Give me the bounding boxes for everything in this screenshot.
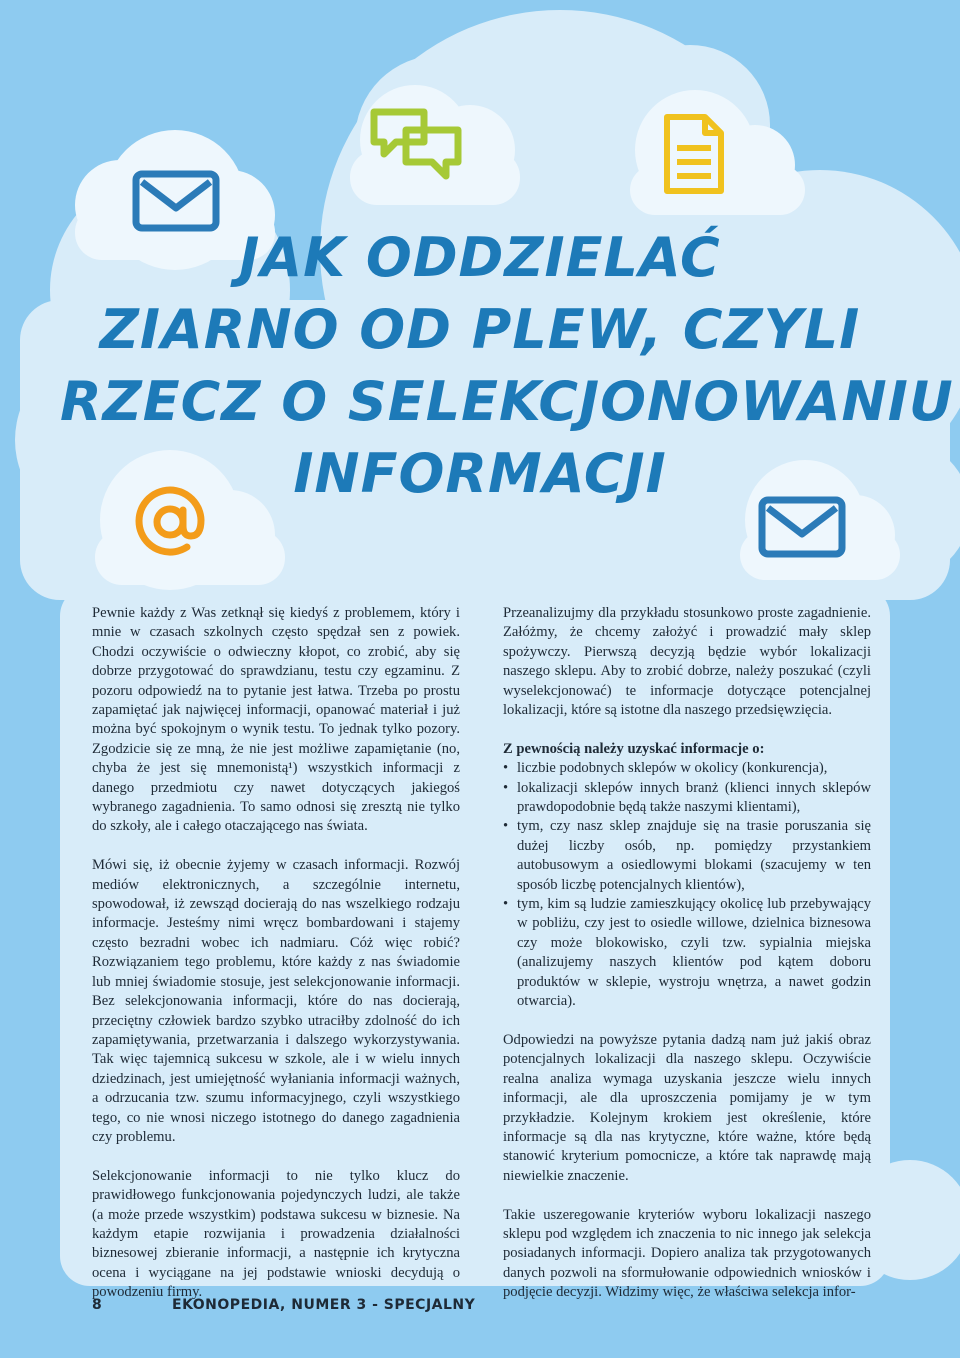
page-title [60,222,954,510]
paragraph: Odpowiedzi na powyższe pytania dadzą nam już jakiś obraz potencjalnych lokalizacji dla naszego sklepu. Oczywiście realna analiza wymaga uzyskania jeszcze wielu innych informacji, ale dla uproszczenia pomijamy je w tym przykładzie. Kolejnym krokiem jest określenie, które informacje są dla nas krytyczne, które ważne, które będą stanowić kryterium pomocnicze, a które tak naprawdę mają niewielkie znaczenie. [503,1031,871,1184]
list-item: • lokalizacji sklepów innych branż (klienci innych sklepów prawdopodobnie będą także naszymi klientami), [517,779,871,818]
paragraph: Przeanalizujmy dla przykładu stosunkowo proste zagadnienie. Załóżmy, że chcemy założyć i prowadzić mały sklep spożywczy. Pierwszą decyzją będzie wybór lokalizacji naszego sklepu. Aby to zrobić dobrze, należy poszukać (czyli wyselekcjonować) te informacje dotyczące potencjalnej lokalizacji, które są istotne dla naszego przedsięwzięcia. [503,605,871,719]
right-column [503,604,871,1322]
chat-bubbles-icon [368,106,464,182]
paragraph: Selekcjonowanie informacji to nie tylko klucz do prawidłowego funkcjonowania pojedynczych ludzi, ale także (a może przede wszystkim) podstawa sukcesu w biznesie. Na każdym etapie rozwijania i prowadzenia działalności biznesowej zbieranie informacji, a następnie ich krytyczna ocena i wyciągane na jej podstawie wnioski decydują o powodzeniu firmy. [92,1167,460,1301]
title-line: RZECZ O SELEKCJONOWANIU [60,370,954,433]
paragraph: Mówi się, iż obecnie żyjemy w czasach informacji. Rozwój mediów elektronicznych, a szczególnie internetu, spowodował, iż zewsząd docierają do nas wszelkiego rodzaju informacje. Jesteśmy nimi wręcz bombardowani i stajemy często bezradni wobec ich nadmiaru. Cóż więc robić? Rozwiązaniem tego problemu, które każdy z nas świadomie lub mniej świadomie stosuje, jest selekcjonowanie informacji. Bez selekcjonowania informacji, które do nas docierają, przeciętny człowiek bardzo szybko utraciłby zdolność do ich zapamiętywania, przetwarzania i dalszego wykorzystywania. Tak więc tajemnicą sukcesu w szkole, ale i w wielu innych dziedzinach, jest umiejętność wyłaniania informacji ważnych, a odrzucania tzw. szumu informacyjnego, czyli wszystkiego tego, co nie wnosi niczego istotnego do danego zagadnienia czy problemu. [92,857,460,1145]
left-column [92,604,460,1322]
paragraph: Pewnie każdy z Was zetknął się kiedyś z problemem, który i mnie w czasach szkolnych często spędzał sen z powiek. Chodzi oczywiście o odwieczny kłopot, co zrobić, aby się dobrze przygotować do sprawdzianu, testu czy egzaminu. Z pozoru odpowiedź na to pytanie jest łatwa. Trzeba po prostu zapamiętać jak najwięcej informacji, opanować materiał i już można być spokojnym o wynik testu. To jednak tylko pozory. Zgodzicie się ze mną, że nie jest możliwe zapamiętanie (no, chyba że jest się mnemonistą¹) wszystkich informacji z danego przedmiotu czy nawet dotyczących jakiegoś wybranego zagadnienia. To samo odnosi się zresztą nie tylko do szkoły, ale i całego otaczającego nas świata. [92,605,460,835]
title-line: INFORMACJI [293,442,667,505]
title-line: ZIARNO OD PLEW, CZYLI [99,298,861,361]
publication-name: EKONOPEDIA, NUMER 3 - SPECJALNY [172,1297,476,1313]
page-number: 8 [92,1297,102,1313]
paragraph: Takie uszeregowanie kryteriów wyboru lokalizacji naszego sklepu pod względem ich znaczenia to nic innego jak selekcja posiadanych informacji. Dopiero analiza tak przygotowanych danych pozwoli na sformułowanie odpowiednich wniosków i podjęcie decyzji. Widzimy więc, że właściwa selekcja infor- [503,1206,871,1301]
document-icon [662,112,726,196]
list-item: • liczbie podobnych sklepów w okolicy (konkurencja), [517,759,871,778]
list-item: • tym, kim są ludzie zamieszkujący okolicę lub przebywający w pobliżu, czy jest to osiedle willowe, dzielnica biznesowa czy może blokowisko, czyli tzw. sypialnia miejska (analizujemy naszych klientów pod kątem doboru produktów w sklepie, wystroju wnętrza, a nawet godzin otwarcia). [517,895,871,1011]
list-item: • tym, czy nasz sklep znajduje się na trasie poruszania się dużej liczby osób, np. pomiędzy przystankiem autobusowym a osiedlowymi blokami (szacujemy w ten sposób liczbę potencjalnych klientów), [517,817,871,895]
bullet-list [503,759,871,1011]
title-line: JAK ODDZIELAĆ [239,226,721,289]
list-heading: Z pewnością należy uzyskać informacje o: [503,740,765,757]
